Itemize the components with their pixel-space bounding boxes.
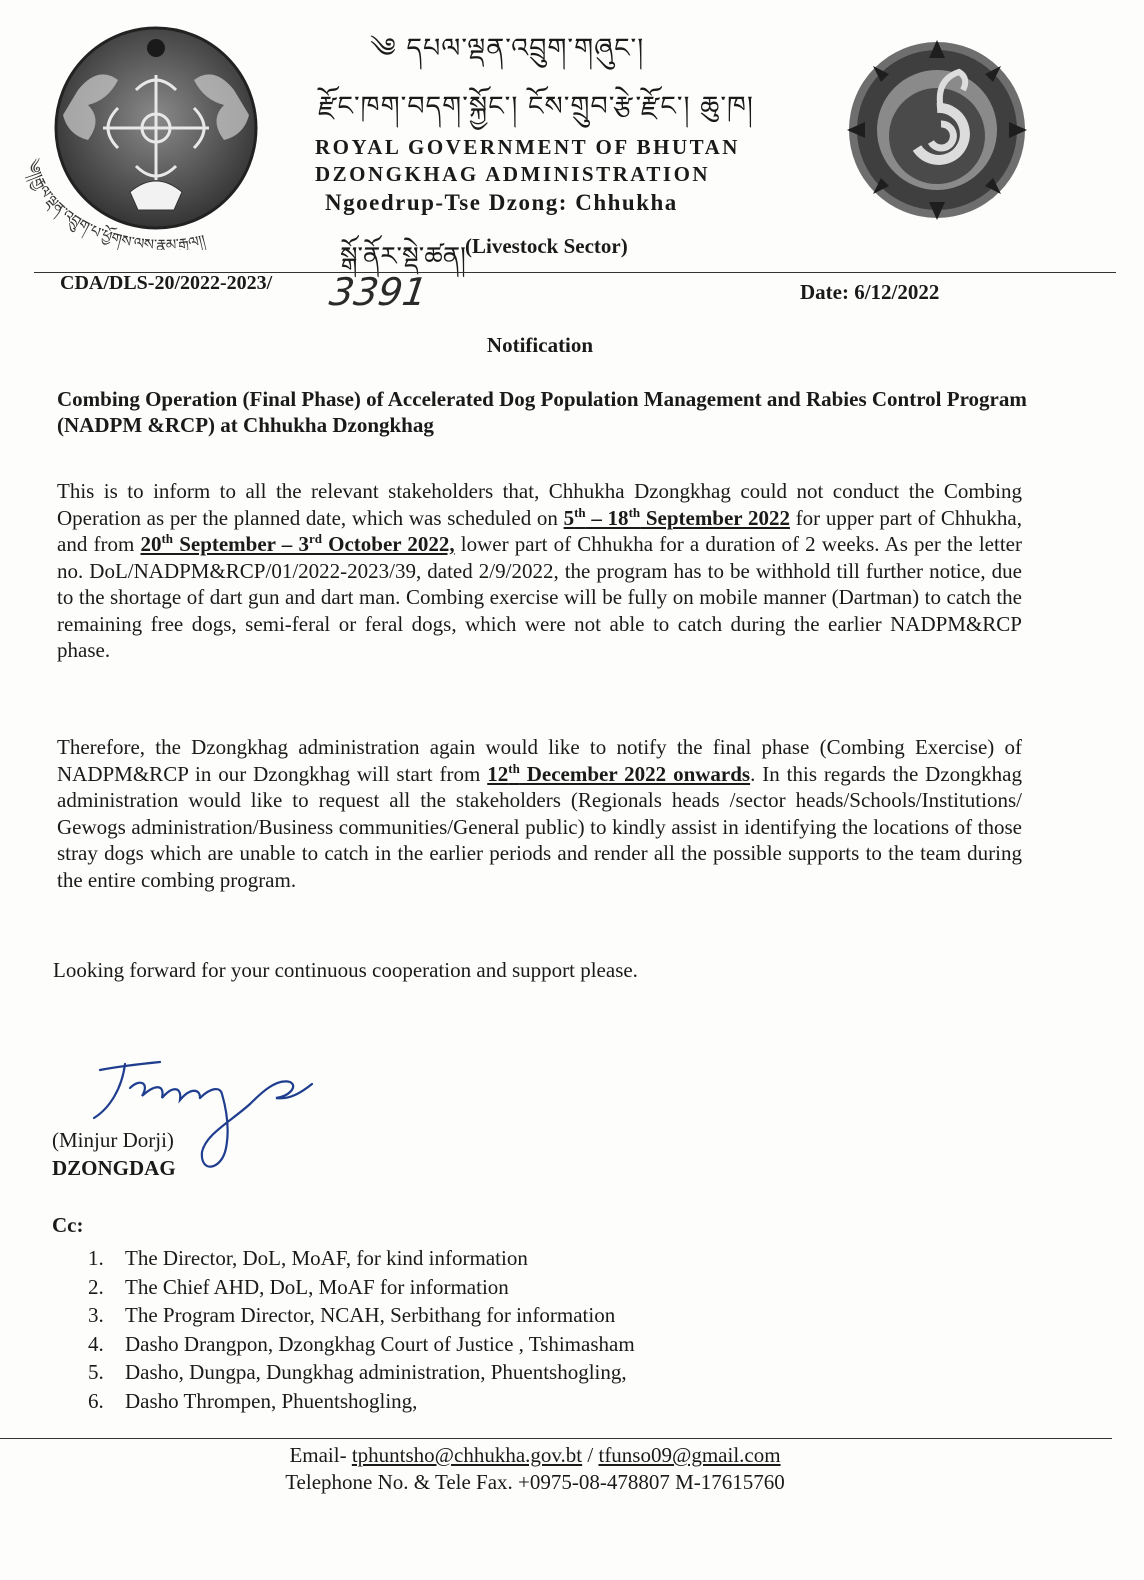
- org-dzong: Ngoedrup-Tse Dzong: Chhukha: [325, 190, 678, 215]
- tibetan-sector: སྒོ་ནོར་སྡེ་ཚན།: [340, 242, 466, 272]
- org-name: ROYAL GOVERNMENT OF BHUTAN: [315, 135, 740, 159]
- email-link-2[interactable]: tfunso09@gmail.com: [598, 1443, 781, 1467]
- closing-line: Looking forward for your continuous cooperation and support please.: [53, 958, 638, 982]
- list-item: 3. The Program Director, NCAH, Serbithang for information: [88, 1303, 616, 1327]
- list-item: 6. Dasho Thrompen, Phuentshogling,: [88, 1388, 418, 1413]
- footer-divider: [0, 1438, 1112, 1439]
- rgob-emblem: [8, 20, 308, 250]
- paragraph-2: Therefore, the Dzongkhag administration again would like to notify the final phase (Combing Exercise) of NADPM&RCP in our Dzongkhag will start from 12th December 2022 onwards. In this regards the Dzongkhag administration would like to request all the stakeholders (Regionals heads /sector heads/Schools/Institutions/ Gewogs administration/Business communities/General public) to kindly assist in identifying the locations of those stray dogs which are unable to catch in the earlier periods and render all the possible supports to the team during the entire combing program.: [57, 735, 1022, 892]
- subject-line: Combing Operation (Final Phase) of Accelerated Dog Population Management and Rabies Control Program (NADPM &RCP) at Chhukha Dzongkhag: [57, 387, 1027, 437]
- footer-telephone: Telephone No. & Tele Fax. +0975-08-478807 M-17615760: [285, 1470, 785, 1494]
- footer-email: Email- tphuntsho@chhukha.gov.bt / tfunso09@gmail.com: [289, 1443, 781, 1467]
- list-item: 4. Dasho Drangpon, Dzongkhag Court of Justice , Tshimasham: [88, 1331, 635, 1356]
- list-item: 2. The Chief AHD, DoL, MoAF for information: [88, 1274, 509, 1299]
- date-range-lower: 20th September – 3rd October 2022,: [140, 531, 455, 556]
- email-link-1[interactable]: tphuntsho@chhukha.gov.bt: [351, 1443, 583, 1467]
- date-range-upper: 5th – 18th September 2022: [563, 504, 790, 530]
- letter-date: Date: 6/12/2022: [800, 280, 940, 304]
- sector-name: (Livestock Sector): [465, 234, 628, 258]
- tibetan-dzongkhag-name: རྫོང་ཁག་བདག་སྐྱོང་། ངོས་གྲུབ་རྩེ་རྫོང་། ཆུ་ཁ།: [318, 91, 754, 122]
- handwritten-reference-number: 3391: [326, 270, 430, 314]
- dzongkhag-emblem: [845, 38, 1030, 223]
- org-administration: DZONGKHAG ADMINISTRATION: [315, 162, 711, 186]
- start-date: 12th December 2022 onwards: [487, 760, 751, 786]
- cc-list: [80, 1246, 635, 1417]
- tibetan-gov-name: ༄ དཔལ་ལྡན་འབྲུག་གཞུང་།: [370, 33, 645, 64]
- paragraph-1: This is to inform to all the relevant stakeholders that, Chhukha Dzongkhag could not conduct the Combing Operation as per the planned date, which was scheduled on 5th – 18th September 2022 for upper part of Chhukha, and from 20th September – 3rd October 2022, lower part of Chhukha for a duration of 2 weeks. As per the letter no. DoL/NADPM&RCP/01/2022-2023/39, dated 2/9/2022, the program has to be withhold till further notice, due to the shortage of dart gun and dart man. Combing exercise will be fully on mobile manner (Dartman) to catch the remaining free dogs, semi-feral or feral dogs, which were not able to catch during the earlier NADPM&RCP phase.: [57, 479, 1022, 662]
- signatory-title: DZONGDAG: [52, 1156, 176, 1180]
- list-item: 1. The Director, DoL, MoAF, for kind information: [88, 1246, 528, 1270]
- cc-label: Cc:: [52, 1213, 84, 1237]
- reference-code: CDA/DLS-20/2022-2023/: [60, 272, 273, 294]
- notice-title: Notification: [486, 333, 594, 357]
- emblem-lettering: ༄།།རྒྱལ་ལྡན་འབྲུག་པ་ཕྱོགས་ལས་རྣམ་རྒྱལ།།: [23, 157, 208, 250]
- list-item: 5. Dasho, Dungpa, Dungkhag administration, Phuentshogling,: [88, 1360, 627, 1384]
- signatory-name: (Minjur Dorji): [52, 1128, 174, 1152]
